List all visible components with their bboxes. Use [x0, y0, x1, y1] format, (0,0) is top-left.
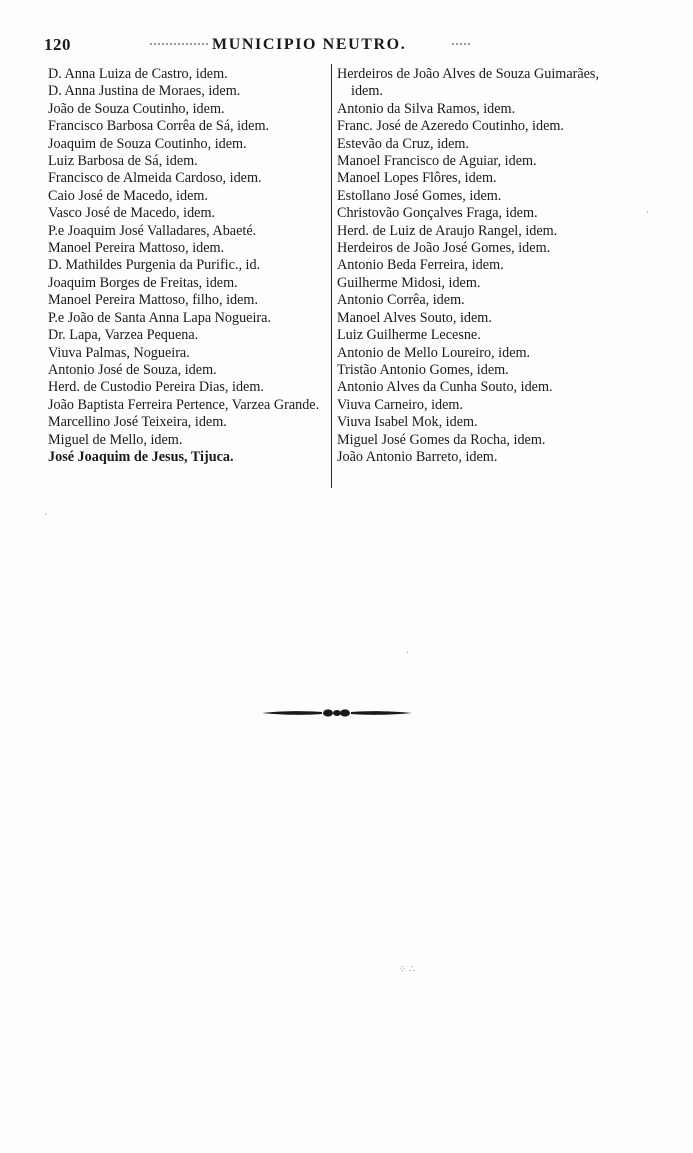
ornament-divider-icon — [262, 706, 412, 720]
list-item: Antonio José de Souza, idem. — [48, 361, 217, 378]
margin-speck: ⸒ — [646, 203, 650, 214]
list-item: Dr. Lapa, Varzea Pequena. — [48, 327, 199, 344]
column-divider — [331, 64, 332, 488]
list-item: João Baptista Ferreira Pertence, Varzea Grande. — [48, 396, 320, 413]
list-item: Manoel Francisco de Aguiar, idem. — [337, 153, 537, 170]
list-item: Viuva Isabel Mok, idem. — [337, 414, 478, 431]
list-item: Manoel Lopes Flôres, idem. — [337, 170, 497, 187]
list-item: Miguel de Mello, idem. — [48, 431, 183, 448]
list-item: João de Souza Coutinho, idem. — [48, 100, 225, 117]
list-item: Estevão da Cruz, idem. — [337, 135, 469, 152]
margin-speck: ⁘ ∴ — [398, 964, 416, 975]
list-item: Luiz Guilherme Lecesne. — [337, 327, 481, 344]
list-item: D. Anna Luiza de Castro, idem. — [48, 66, 228, 82]
running-title: MUNICIPIO NEUTRO. — [212, 36, 407, 53]
list-item: Franc. José de Azeredo Coutinho, idem. — [337, 118, 564, 135]
list-item: D. Mathildes Purgenia da Purific., id. — [48, 257, 261, 274]
list-item: José Joaquim de Jesus, Tijuca. — [48, 448, 234, 465]
list-item: P.e João de Santa Anna Lapa Nogueira. — [48, 309, 271, 326]
list-item: Christovão Gonçalves Fraga, idem. — [337, 205, 538, 222]
list-item: Manoel Pereira Mattoso, idem. — [48, 240, 225, 257]
list-item: Antonio Alves da Cunha Souto, idem. — [337, 379, 553, 396]
list-item: Viuva Carneiro, idem. — [337, 396, 464, 413]
list-item: Manoel Pereira Mattoso, filho, idem. — [48, 292, 259, 309]
list-item: Herdeiros de João Alves de Souza Guimarães, idem. — [337, 66, 599, 100]
list-item: Herd. de Custodio Pereira Dias, idem. — [48, 379, 264, 396]
list-item: Vasco José de Macedo, idem. — [48, 205, 216, 222]
list-item: Caio José de Macedo, idem. — [48, 187, 208, 204]
list-item: Herdeiros de João José Gomes, idem. — [337, 240, 551, 257]
list-item: Miguel José Gomes da Rocha, idem. — [337, 431, 546, 448]
list-item: Francisco Barbosa Corrêa de Sá, idem. — [48, 118, 270, 135]
list-item: Guilherme Midosi, idem. — [337, 274, 481, 291]
list-item: P.e Joaquim José Valladares, Abaeté. — [48, 222, 257, 239]
list-item: Antonio Corrêa, idem. — [337, 292, 465, 309]
list-item: Joaquim Borges de Freitas, idem. — [48, 274, 238, 291]
header-dot-leader-left — [150, 43, 208, 47]
list-item: Antonio Beda Ferreira, idem. — [337, 257, 504, 274]
list-item: Tristão Antonio Gomes, idem. — [337, 361, 509, 378]
list-item: Marcellino José Teixeira, idem. — [48, 414, 227, 431]
right-column — [337, 66, 627, 466]
list-item: D. Anna Justina de Moraes, idem. — [48, 83, 241, 100]
header-dot-leader-right — [452, 43, 470, 47]
page-number: 120 — [44, 35, 71, 54]
list-item: Estollano José Gomes, idem. — [337, 187, 502, 204]
list-item: Antonio de Mello Loureiro, idem. — [337, 344, 531, 361]
margin-speck: · — [406, 648, 410, 659]
list-item: Luiz Barbosa de Sá, idem. — [48, 153, 198, 170]
margin-speck: · — [44, 510, 48, 521]
list-item: Viuva Palmas, Nogueira. — [48, 344, 190, 361]
list-item: Manoel Alves Souto, idem. — [337, 309, 492, 326]
list-item: Francisco de Almeida Cardoso, idem. — [48, 170, 262, 187]
list-item: Herd. de Luiz de Araujo Rangel, idem. — [337, 222, 558, 239]
list-item: Antonio da Silva Ramos, idem. — [337, 100, 516, 117]
left-column — [48, 66, 332, 466]
list-item: João Antonio Barreto, idem. — [337, 448, 498, 465]
list-item: Joaquim de Souza Coutinho, idem. — [48, 135, 247, 152]
